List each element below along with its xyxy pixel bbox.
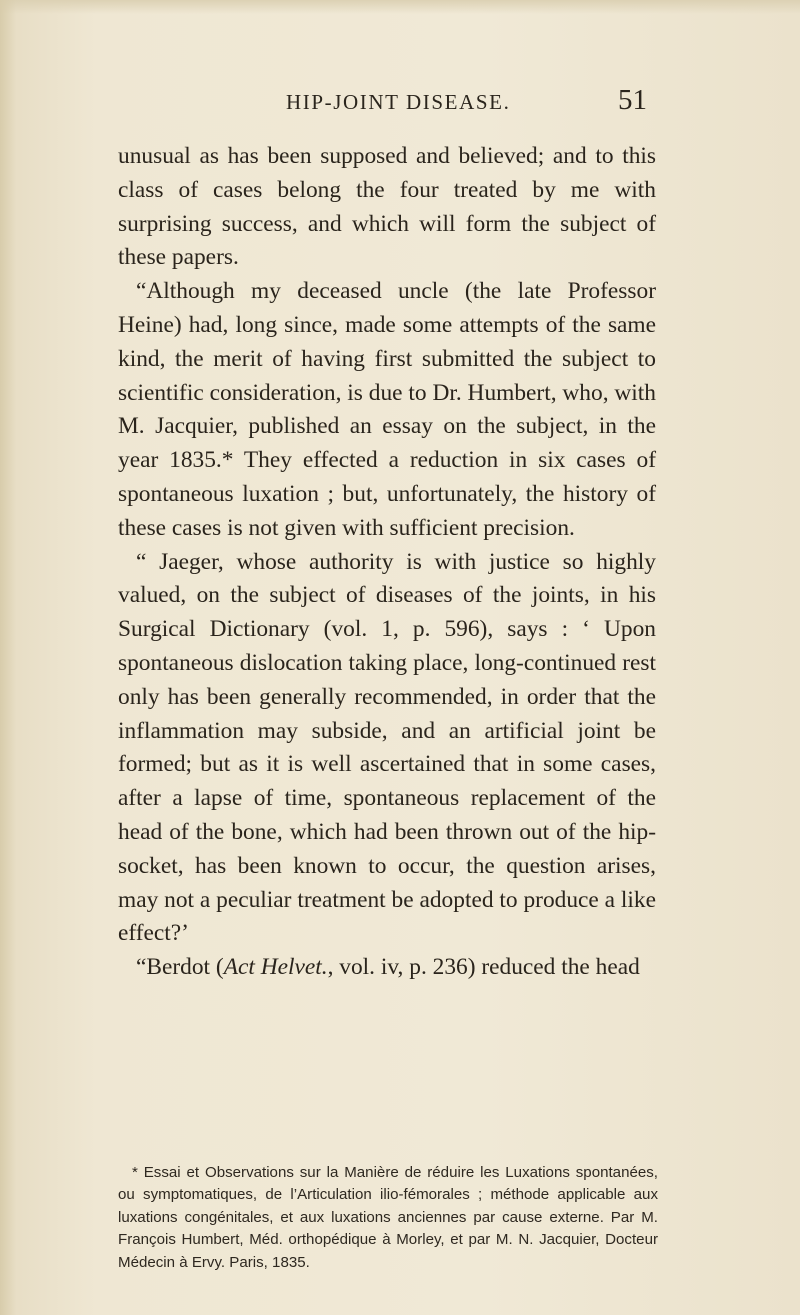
paragraph-4-tail: , vol. iv, p. 236) reduced the head [327,954,640,981]
running-head [0,84,800,126]
page-number: 51 [618,84,647,116]
paragraph-4 [118,951,656,985]
page-top-shadow [0,0,800,14]
paragraph-1: unusual as has been supposed and believed; and to this class of cases belong the four treated by me with surprising success, and which will form the subject of these papers. [118,143,656,271]
paragraph-2: “Although my deceased uncle (the late Professor Heine) had, long since, made some attempts of the same kind, the merit of having first submitted the subject to scientific consideration, is due to Dr. Humbert, who, with M. Jacquier, published an essay on the subject, in the year 1835.* They effected a reduction in six cases of spontaneous luxation ; but, unfortunately, the history of these cases is not given with sufficient precision. [118,278,656,541]
body-text [118,140,656,985]
page-gutter-shadow [0,0,16,1315]
running-title: HIP-JOINT DISEASE. [286,90,511,114]
paragraph-4-lead: “Berdot ( [136,954,224,981]
paragraph-3: “ Jaeger, whose authority is with justice so highly valued, on the subject of diseases of the joints, in his Surgical Dictionary (vol. 1, p. 596), says : ‘ Upon spontaneous dislocation taking place, long-continued rest only has been generally recommended, in order that the inflammation may subside, and an artificial joint be formed; but as it is well ascertained that in some cases, after a lapse of time, spontaneous replacement of the head of the bone, which had been thrown out of the hip-socket, has been known to occur, the question arises, may not a peculiar treatment be adopted to produce a like effect?’ [118,548,656,947]
paragraph-4-citation: Act Helvet. [223,954,328,981]
footnote: * Essai et Observations sur la Manière de réduire les Luxations spontanées, ou symptomatiques, de l’Articulation ilio-fémorales ; méthode applicable aux luxations congénitales, et aux luxations anciennes par cause externe. Par M. François Humbert, Méd. orthopédique à Morley, et par M. N. Jacquier, Docteur Médecin à Ervy. Paris, 1835. [118,1164,658,1271]
